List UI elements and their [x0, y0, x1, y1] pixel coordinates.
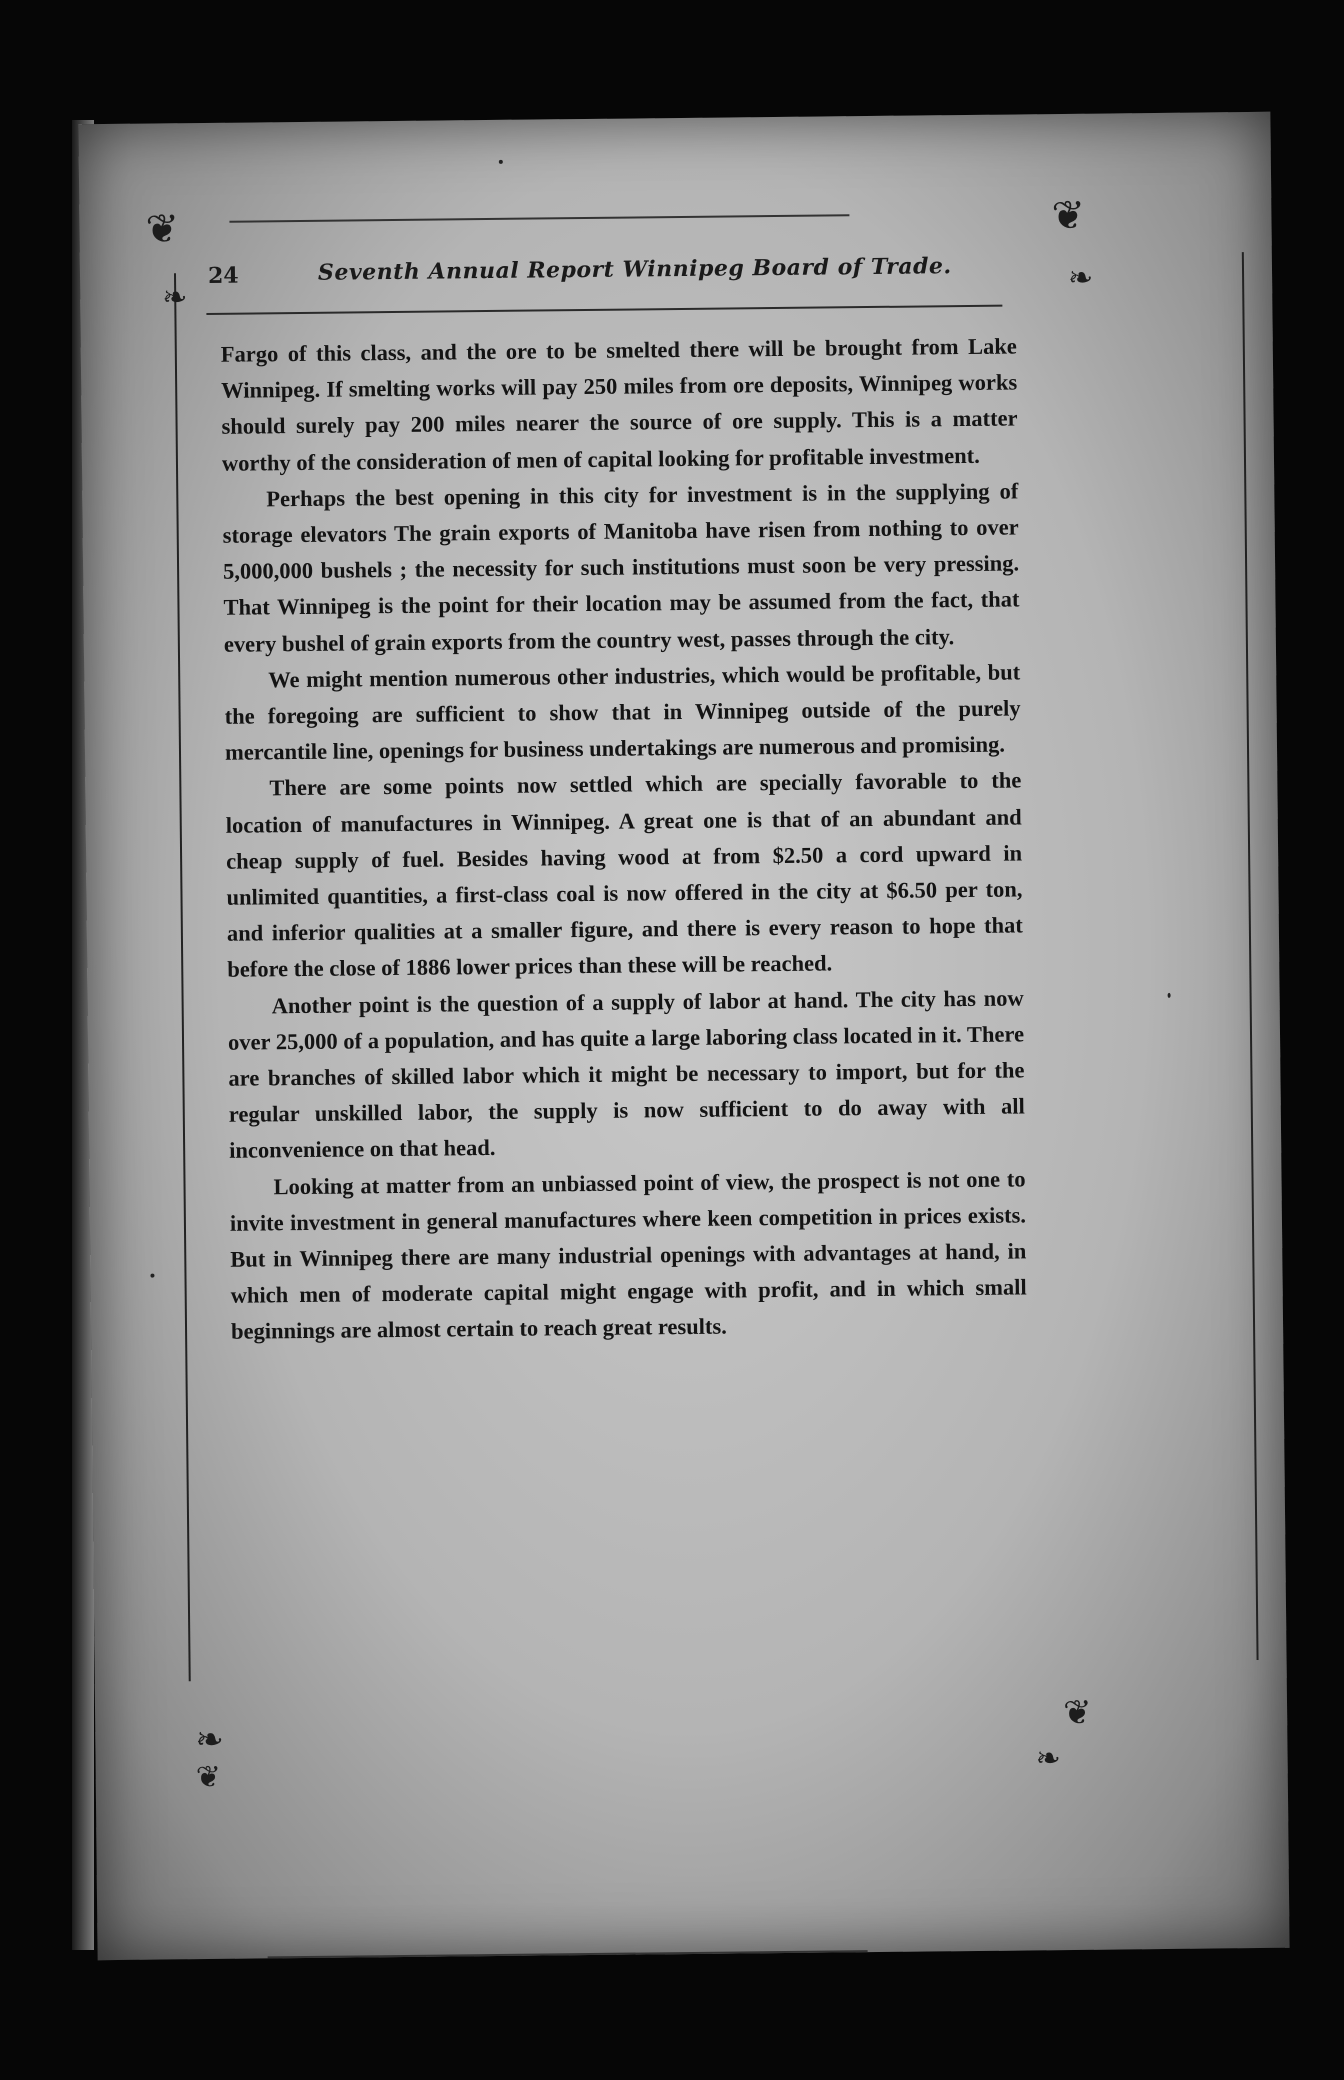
print-speck	[150, 1274, 154, 1278]
corner-ornament-top-left-icon: ❦	[145, 206, 180, 253]
vine-ornament-right-icon: ❧	[1067, 260, 1094, 296]
paragraph: We might mention numerous other industries, which would be profitable, but the foregoing are sufficient to show that in Winnipeg outside of the purely mercantile line, openings for business undertakings are numerous and promising.	[224, 659, 1021, 766]
vine-ornament-bottom-right-icon: ❧	[1035, 1741, 1061, 1777]
paragraph: Another point is the question of a supply of labor at hand. The city has now over 25,000 of a population, and has quite a large laboring class located in it. There are branches of skilled labor which it might be necessary to import, but for the regular unskilled labor, the supply is now sufficient to do away with all inconvenience on that head.	[227, 985, 1025, 1164]
corner-ornament-top-right-icon: ❦	[1051, 192, 1086, 240]
corner-ornament-bottom-right-icon: ❦	[1062, 1692, 1092, 1734]
paragraph: Looking at matter from an unbiassed point of view, the prospect is not one to invite investment in general manufactures where keen competition in prices exists. But in Winnipeg there are many industrial openings with advantages at hand, in which men of moderate capital might engage with profit, and in which small beginnings are almost certain to reach great results.	[229, 1166, 1027, 1345]
running-head: Seventh Annual Report Winnipeg Board of Trade.	[317, 253, 952, 286]
paragraph: There are some points now settled which are specially favorable to the location of manufactures in Winnipeg. A great one is that of an abundant and cheap supply of fuel. Besides having wood at from $2.50 a cord upward in unlimited quantities, a first-class coal is now offered in the city at $6.50 per ton, and inferior qualities at a smaller figure, and there is every reason to hope that before the close of 1886 lower prices than these will be reached.	[225, 767, 1023, 983]
page-header	[208, 255, 998, 303]
body-text	[221, 328, 1028, 1350]
left-border-rule	[174, 273, 191, 1681]
print-speck	[1168, 993, 1171, 998]
vine-ornament-left-icon: ❧	[162, 280, 188, 316]
page-number: 24	[207, 262, 239, 289]
paragraph: Fargo of this class, and the ore to be smelted there will be brought from Lake Winnipeg. If smelting works will pay 250 miles from ore deposits, Winnipeg works should surely pay 200 miles nearer the source of ore supply. This is a matter worthy of the consideration of men of capital looking for profitable investment.	[220, 333, 1018, 476]
vine-ornament-bottom-left-icon: ❦	[195, 1759, 222, 1796]
top-border-rule	[229, 214, 849, 222]
paragraph: Perhaps the best opening in this city for investment is in the supplying of storage elevators The grain exports of Manitoba have risen from nothing to over 5,000,000 bushels ; the necessity for such institutions must soon be very pressing. That Winnipeg is the point for their location may be assumed from the fact, that every bushel of grain exports from the country west, passes through the city.	[222, 478, 1020, 657]
document-page	[78, 112, 1289, 1960]
corner-ornament-bottom-left-icon: ❧	[195, 1719, 225, 1761]
header-rule	[206, 305, 1002, 315]
right-border-rule	[1242, 252, 1259, 1660]
print-speck	[499, 160, 503, 164]
